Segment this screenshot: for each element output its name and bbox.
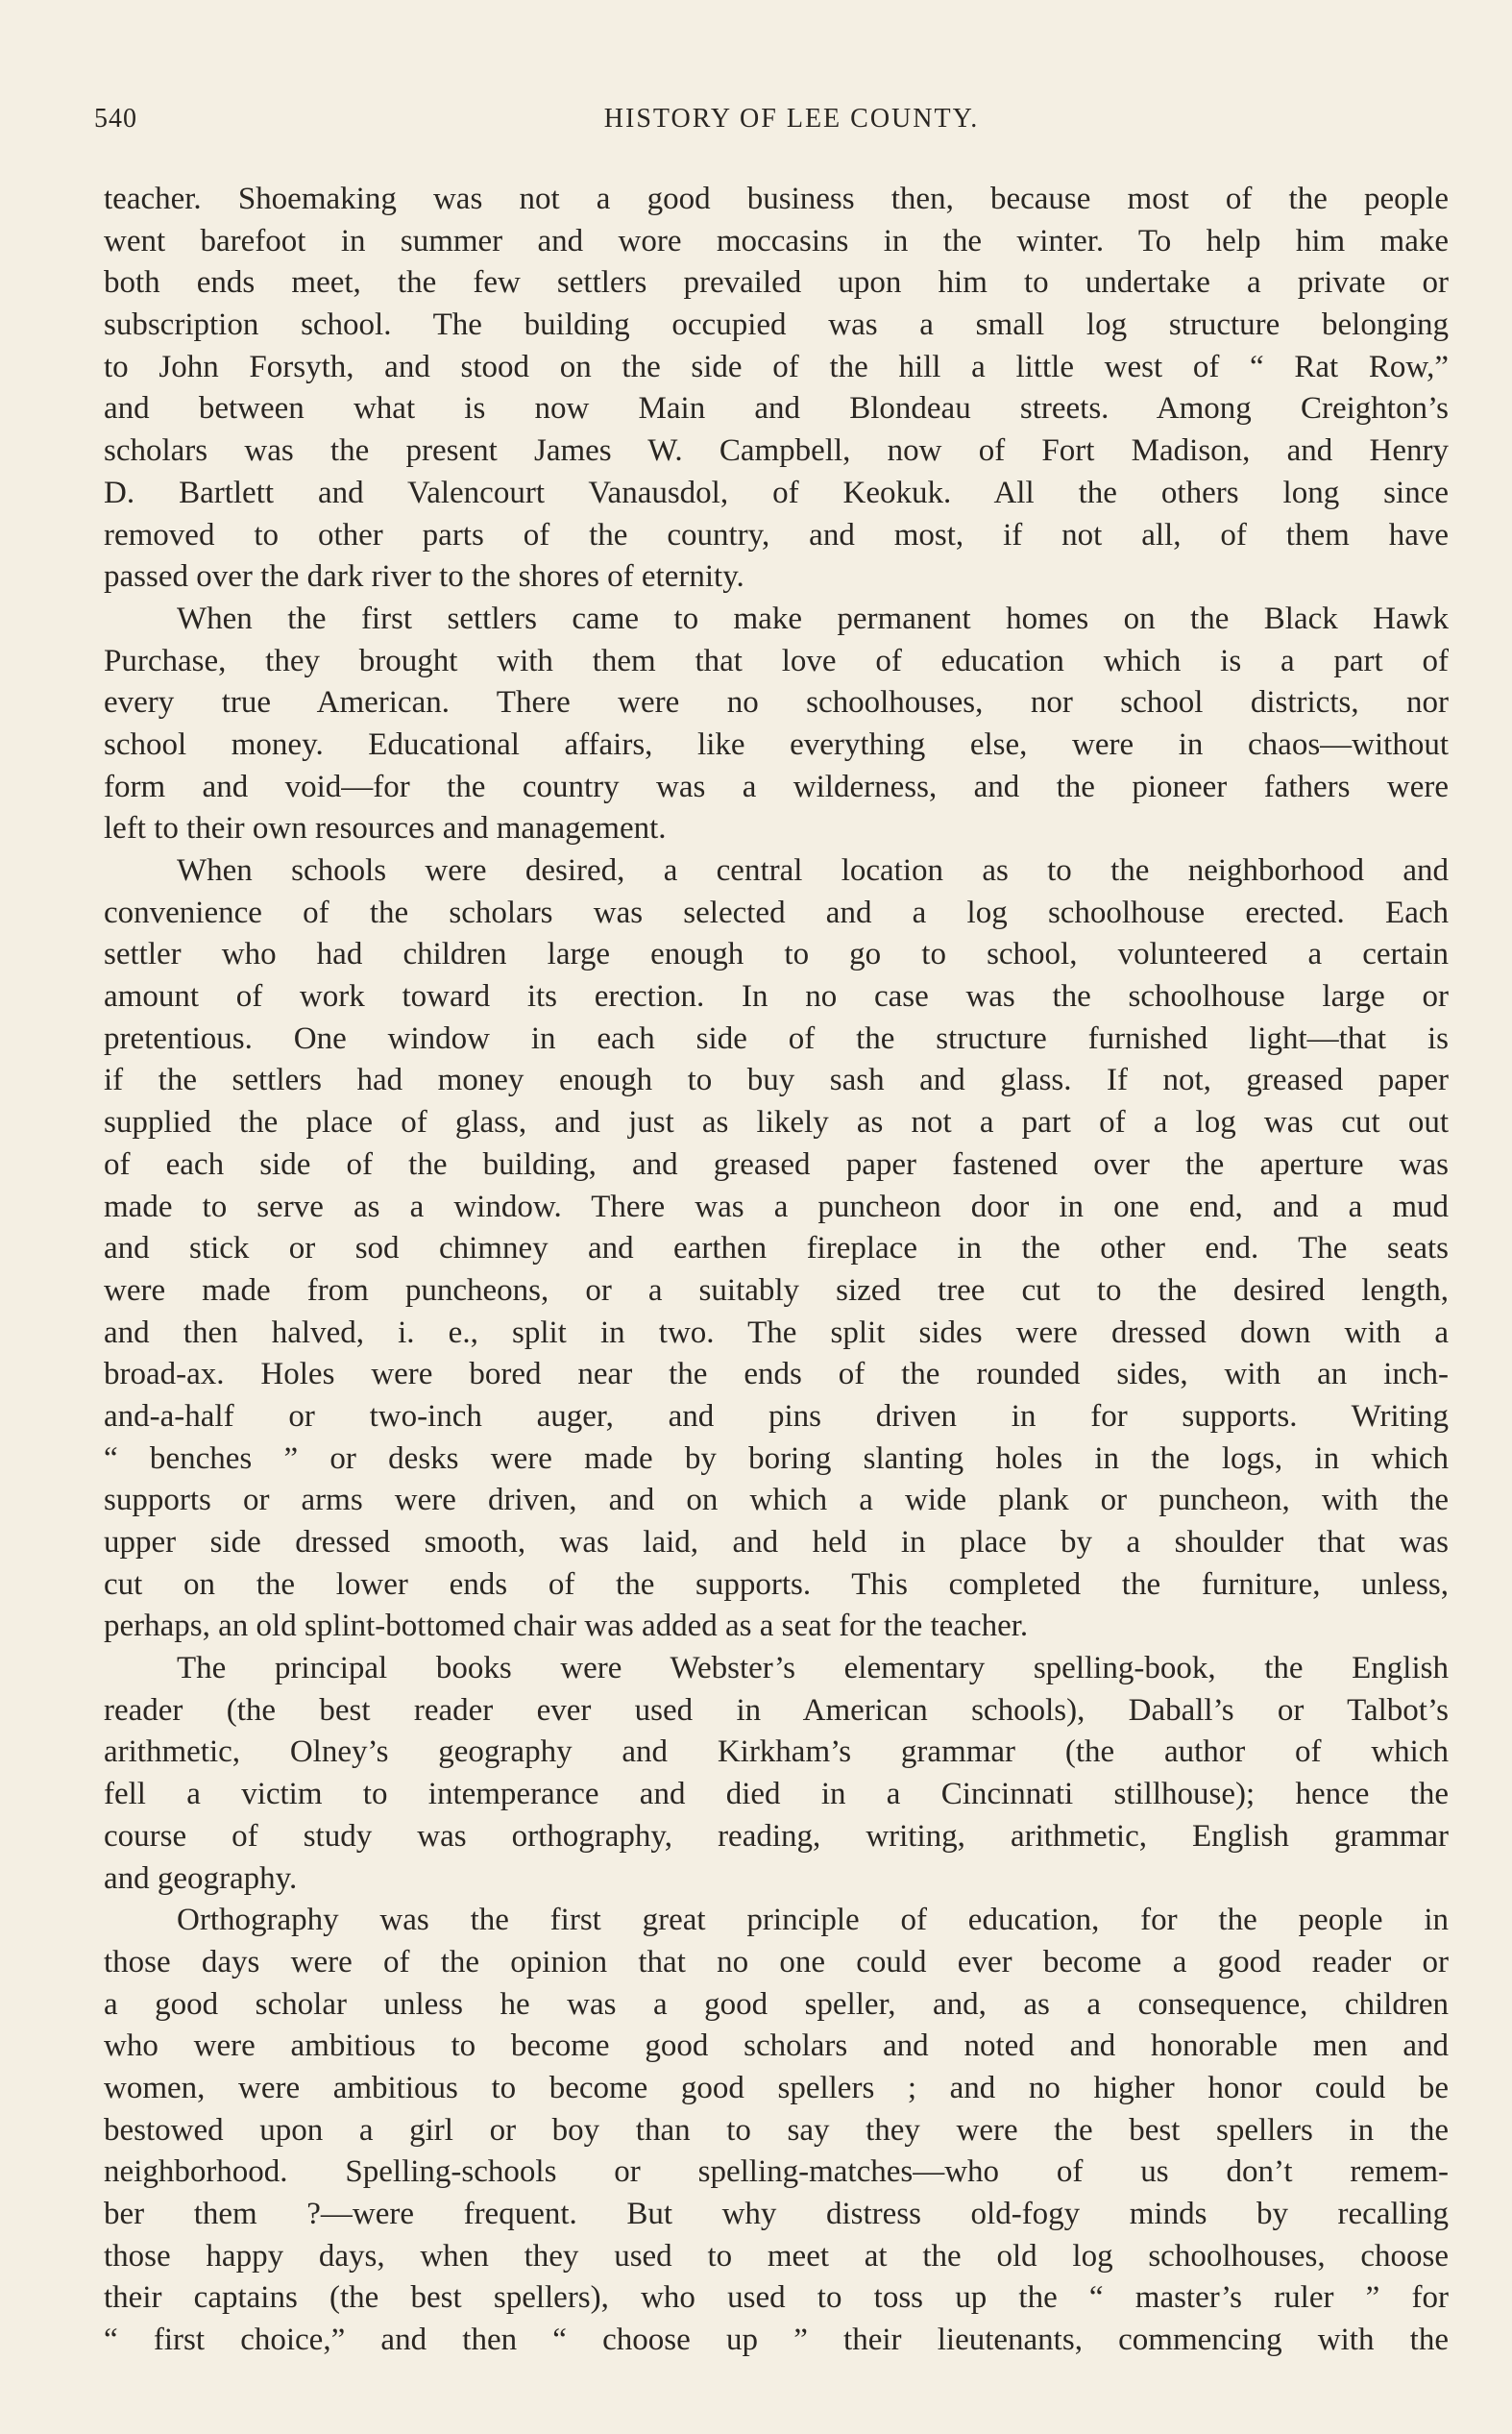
text-line: passed over the dark river to the shores of eternity. xyxy=(104,559,744,595)
text-line: scholars was the present James W. Campbell, now of Fort Madison, and Henry xyxy=(104,433,1449,469)
text-line: When the first settlers came to make permanent homes on the Black Hawk xyxy=(177,601,1449,636)
text-line: removed to other parts of the country, and most, if not all, of them have xyxy=(104,517,1449,553)
text-line: and geography. xyxy=(104,1860,298,1896)
text-line: form and void—for the country was a wilderness, and the pioneer fathers were xyxy=(104,769,1449,804)
text-line: neighborhood. Spelling-schools or spelling-matches—who of us don’t remem- xyxy=(104,2154,1449,2190)
body-text xyxy=(104,179,1449,2362)
text-line: if the settlers had money enough to buy sash and glass. If not, greased paper xyxy=(104,1063,1449,1098)
text-line: went barefoot in summer and wore moccasins in the winter. To help him make xyxy=(104,223,1449,258)
running-head xyxy=(94,104,1451,142)
text-line: arithmetic, Olney’s geography and Kirkham’s grammar (the author of which xyxy=(104,1734,1449,1770)
text-line: supplied the place of glass, and just as likely as not a part of a log was cut out xyxy=(104,1105,1449,1141)
text-line: reader (the best reader ever used in American schools), Daball’s or Talbot’s xyxy=(104,1692,1449,1728)
text-line: supports or arms were driven, and on which a wide plank or puncheon, with the xyxy=(104,1483,1449,1518)
text-line: pretentious. One window in each side of the structure furnished light—that is xyxy=(104,1020,1449,1056)
text-line: “ first choice,” and then “ choose up ” their lieutenants, commencing with the xyxy=(104,2323,1449,2358)
text-line: to John Forsyth, and stood on the side of the hill a little west of “ Rat Row,” xyxy=(104,349,1449,384)
text-line: those happy days, when they used to meet at the old log schoolhouses, choose xyxy=(104,2238,1449,2274)
text-line: every true American. There were no schoolhouses, nor school districts, nor xyxy=(104,685,1449,721)
text-line: teacher. Shoemaking was not a good business then, because most of the people xyxy=(104,182,1449,216)
text-line: perhaps, an old splint-bottomed chair was added as a seat for the teacher. xyxy=(104,1609,1029,1644)
text-line: “ benches ” or desks were made by boring slanting holes in the logs, in which xyxy=(104,1440,1449,1476)
text-line: their captains (the best spellers), who used to toss up the “ master’s ruler ” for xyxy=(104,2280,1449,2316)
text-line: Orthography was the first great principle of education, for the people in xyxy=(177,1903,1449,1938)
text-line: D. Bartlett and Valencourt Vanausdol, of Keokuk. All the others long since xyxy=(104,475,1449,510)
text-line: cut on the lower ends of the supports. This completed the furniture, unless, xyxy=(104,1566,1449,1602)
text-line: school money. Educational affairs, like everything else, were in chaos—without xyxy=(104,726,1449,762)
text-line: and between what is now Main and Blondeau streets. Among Creighton’s xyxy=(104,391,1449,427)
text-line: The principal books were Webster’s elementary spelling-book, the English xyxy=(177,1651,1449,1686)
text-line: When schools were desired, a central location as to the neighborhood and xyxy=(177,853,1449,888)
page-number: 540 xyxy=(94,104,137,134)
text-line: Purchase, they brought with them that love of education which is a part of xyxy=(104,643,1449,678)
text-line: and then halved, i. e., split in two. The split sides were dressed down with a xyxy=(104,1315,1449,1350)
text-line: bestowed upon a girl or boy than to say they were the best spellers in the xyxy=(104,2112,1449,2148)
text-line: of each side of the building, and greased paper fastened over the aperture was xyxy=(104,1146,1449,1182)
text-line: ber them ?—were frequent. But why distress old-fogy minds by recalling xyxy=(104,2197,1449,2231)
text-line: who were ambitious to become good scholars and noted and honorable men and xyxy=(104,2028,1449,2064)
text-line: made to serve as a window. There was a puncheon door in one end, and a mud xyxy=(104,1189,1449,1224)
text-line: and stick or sod chimney and earthen fireplace in the other end. The seats xyxy=(104,1231,1449,1266)
text-line: a good scholar unless he was a good speller, and, as a consequence, children xyxy=(104,1986,1449,2022)
text-line: left to their own resources and management. xyxy=(104,811,667,847)
text-line: those days were of the opinion that no one could ever become a good reader or xyxy=(104,1944,1449,1979)
text-line: settler who had children large enough to go to school, volunteered a certain xyxy=(104,937,1449,972)
text-line: women, were ambitious to become good spellers ; and no higher honor could be xyxy=(104,2070,1449,2105)
text-line: amount of work toward its erection. In no case was the schoolhouse large or xyxy=(104,979,1449,1015)
text-line: convenience of the scholars was selected and a log schoolhouse erected. Each xyxy=(104,895,1449,930)
text-line: fell a victim to intemperance and died in a Cincinnati stillhouse); hence the xyxy=(104,1777,1449,1812)
text-line: and-a-half or two-inch auger, and pins driven in for supports. Writing xyxy=(104,1398,1449,1434)
text-line: both ends meet, the few settlers prevailed upon him to undertake a private or xyxy=(104,265,1449,301)
text-line: upper side dressed smooth, was laid, and held in place by a shoulder that was xyxy=(104,1525,1449,1560)
text-line: course of study was orthography, reading, writing, arithmetic, English grammar xyxy=(104,1818,1449,1854)
running-head-title: HISTORY OF LEE COUNTY. xyxy=(603,104,980,134)
text-line: were made from puncheons, or a suitably sized tree cut to the desired length, xyxy=(104,1272,1449,1308)
text-line: broad-ax. Holes were bored near the ends of the rounded sides, with an inch- xyxy=(104,1357,1449,1392)
text-line: subscription school. The building occupied was a small log structure belonging xyxy=(104,307,1449,343)
